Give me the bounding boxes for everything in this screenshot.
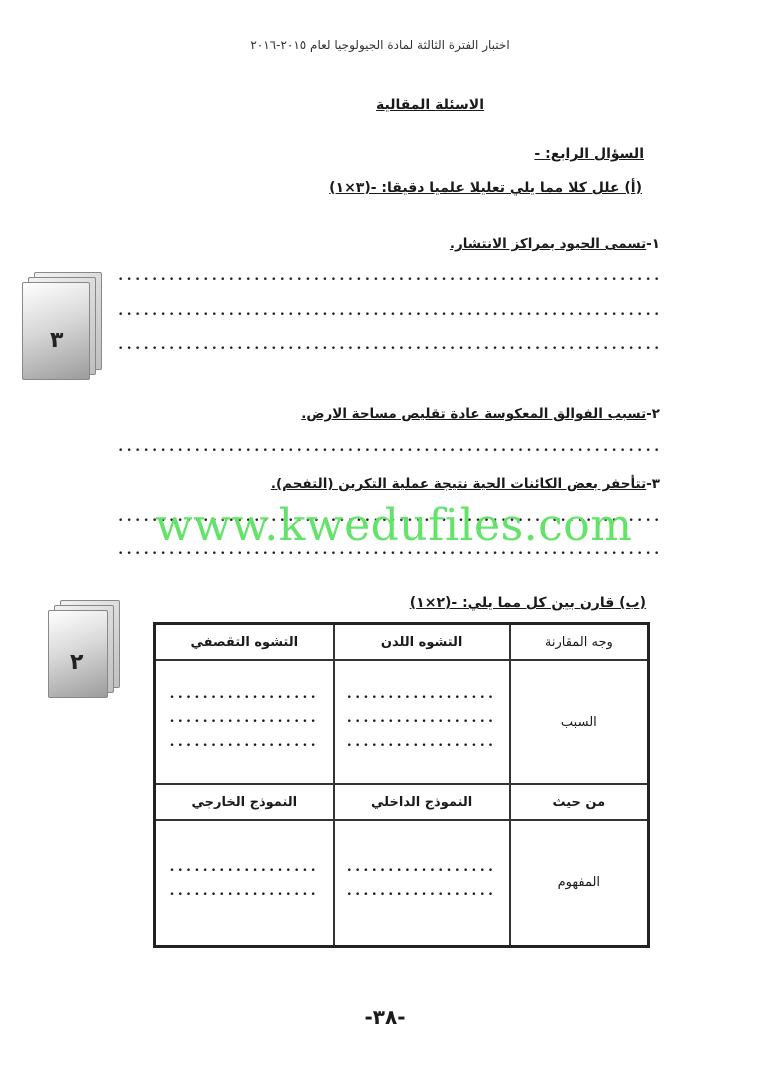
part-b-instruction: (ب) قارن بين كل مما يلي: -(٢×١) xyxy=(409,595,646,611)
answer-cell[interactable] xyxy=(155,660,334,784)
question-item-1 xyxy=(450,236,660,252)
exam-header: اختبار الفترة الثالثة لمادة الجيولوجيا لعام ٢٠١٥-٢٠١٦ xyxy=(250,38,510,52)
section-title-text: الاسئلة المقالية xyxy=(375,97,485,113)
question-item-3 xyxy=(271,476,660,492)
answer-cell[interactable] xyxy=(334,660,510,784)
table-header-internal-model: النموذج الداخلي xyxy=(334,784,510,820)
item-number: ١- xyxy=(646,236,660,252)
comparison-table xyxy=(153,622,650,948)
page-number: -٣٨- xyxy=(364,1005,406,1029)
score-value: ٣ xyxy=(50,328,64,353)
answer-line[interactable] xyxy=(118,551,663,557)
watermark: www.kwedufiles.com xyxy=(155,500,633,551)
row-label-concept: المفهوم xyxy=(510,820,649,946)
answer-cell[interactable] xyxy=(334,820,510,946)
answer-line[interactable] xyxy=(118,346,663,352)
table-header-ductile: التشوه اللدن xyxy=(334,624,510,661)
question-label: السؤال الرابع: - xyxy=(534,146,644,162)
item-number: ٢- xyxy=(646,406,660,422)
table-header-aspect: وجه المقارنة xyxy=(510,624,649,661)
part-a-instruction: (أ) علل كلا مما يلي تعليلا علميا دقيقا: -(٣×١) xyxy=(329,180,642,196)
row-label-cause: السبب xyxy=(510,660,649,784)
item-text: تتأحفر بعض الكائنات الحية نتيجة عملية التكرين (التفحم). xyxy=(270,476,647,492)
item-text: تسمى الحيود بمراكز الانتشار. xyxy=(449,236,647,252)
answer-line[interactable] xyxy=(118,448,663,454)
answer-cell[interactable] xyxy=(155,820,334,946)
table-header-brittle: التشوه التقصفي xyxy=(155,624,334,661)
item-text: تسبب الفوالق المعكوسة عادة تقليص مساحة الارض. xyxy=(301,406,647,422)
score-value: ٢ xyxy=(70,650,84,675)
answer-line[interactable] xyxy=(118,277,663,283)
table-header-external-model: النموذج الخارجي xyxy=(155,784,334,820)
score-stack-icon xyxy=(20,272,110,382)
item-number: ٣- xyxy=(646,476,660,492)
score-stack-icon xyxy=(48,600,128,700)
table-header-criterion: من حيث xyxy=(510,784,649,820)
section-title xyxy=(230,97,630,113)
answer-line[interactable] xyxy=(118,312,663,318)
question-item-2 xyxy=(301,406,660,422)
